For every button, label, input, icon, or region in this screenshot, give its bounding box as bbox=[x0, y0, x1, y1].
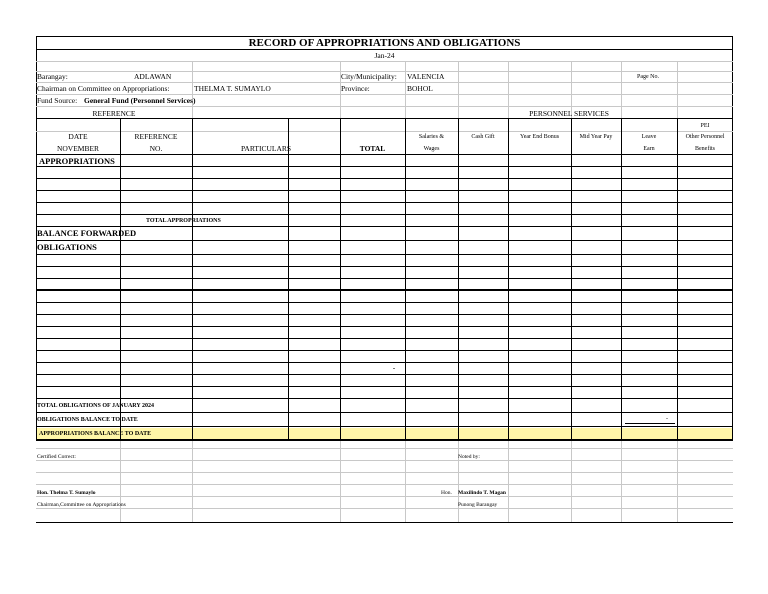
appropriations-section-label: APPROPRIATIONS bbox=[39, 156, 115, 166]
grid-hline bbox=[36, 214, 733, 215]
right-signatory-title: Punong Barangay bbox=[458, 502, 498, 508]
grid-hline bbox=[36, 166, 733, 167]
grid-hline bbox=[36, 82, 733, 83]
appropriations-balance-label: APPROPRIATIONS BALANCE TO DATE bbox=[39, 431, 152, 437]
grid-hline bbox=[36, 386, 733, 387]
grid-hline bbox=[36, 106, 733, 107]
benefits-header: Benefits bbox=[695, 146, 715, 152]
reference-group-header: REFERENCE bbox=[92, 109, 136, 118]
chairman-label: Chairman on Committee on Appropriations: bbox=[37, 84, 170, 93]
total-obligations-label: TOTAL OBLIGATIONS OF JANUARY 2024 bbox=[37, 403, 155, 409]
grid-hline bbox=[36, 472, 733, 473]
balance-forwarded-label: BALANCE FORWARDED bbox=[37, 228, 137, 238]
year-end-bonus-header: Year End Bonus bbox=[519, 134, 560, 140]
grid-hline bbox=[625, 423, 675, 424]
grid-vline bbox=[340, 441, 341, 522]
grid-hline bbox=[36, 314, 733, 315]
leave-column-dash: - bbox=[666, 416, 668, 422]
province-label: Province: bbox=[341, 84, 370, 93]
grid-hline bbox=[36, 190, 733, 191]
grid-hline bbox=[36, 118, 733, 119]
total-column-dash: - bbox=[392, 363, 396, 372]
sheet-period: Jan-24 bbox=[374, 51, 395, 60]
fund-source-label: Fund Source: bbox=[37, 96, 78, 105]
grid-hline bbox=[36, 484, 733, 485]
other-personnel-header: Other Personnel bbox=[685, 134, 725, 140]
total-header: TOTAL bbox=[359, 144, 386, 153]
salaries-header: Salaries & bbox=[418, 134, 445, 140]
city-value: VALENCIA bbox=[407, 72, 445, 81]
barangay-label: Barangay: bbox=[37, 72, 68, 81]
grid-hline bbox=[36, 154, 733, 155]
grid-hline bbox=[36, 374, 733, 375]
barangay-value: ADLAWAN bbox=[134, 72, 172, 81]
grid-hline bbox=[36, 522, 733, 523]
city-label: City/Municipality: bbox=[341, 72, 397, 81]
pei-header: PEI bbox=[700, 123, 710, 129]
date-sub-header: NOVEMBER bbox=[56, 144, 100, 153]
left-signatory-name: Hon. Thelma T. Sumaylo bbox=[37, 490, 96, 496]
leave-sub-header: Earn bbox=[643, 146, 655, 152]
particulars-header: PARTICULARS bbox=[240, 144, 292, 153]
noted-by-label: Noted by: bbox=[458, 454, 480, 460]
date-header: DATE bbox=[68, 132, 88, 141]
appropriations-sheet bbox=[36, 36, 733, 526]
grid-hline bbox=[36, 439, 733, 441]
fund-source-value: General Fund (Personnel Services) bbox=[84, 96, 196, 105]
obligations-section-label: OBLIGATIONS bbox=[37, 242, 97, 252]
grid-vline bbox=[732, 36, 733, 441]
grid-hline bbox=[36, 398, 733, 399]
grid-hline bbox=[36, 61, 733, 62]
total-appropriations-label: TOTAL APPROPRIATIONS bbox=[146, 218, 221, 224]
grid-hline bbox=[36, 202, 733, 203]
grid-hline bbox=[36, 266, 733, 267]
province-value: BOHOL bbox=[407, 84, 433, 93]
grid-vline bbox=[677, 441, 678, 522]
grid-hline bbox=[36, 278, 733, 279]
certified-correct-label: Certified Correct: bbox=[37, 454, 76, 460]
grid-hline bbox=[36, 448, 733, 449]
grid-hline bbox=[36, 338, 733, 339]
personnel-services-header: PERSONNEL SERVICES bbox=[529, 109, 609, 118]
reference-no-header: REFERENCE bbox=[134, 132, 178, 141]
grid-vline bbox=[508, 441, 509, 522]
grid-hline bbox=[36, 326, 733, 327]
leave-header: Leave bbox=[641, 134, 657, 140]
grid-hline bbox=[36, 94, 733, 95]
grid-hline bbox=[36, 289, 733, 291]
chairman-value: THELMA T. SUMAYLO bbox=[194, 84, 271, 93]
reference-no-sub-header: NO. bbox=[149, 144, 163, 153]
salaries-sub-header: Wages bbox=[423, 146, 440, 152]
grid-vline bbox=[192, 441, 193, 522]
grid-hline bbox=[36, 412, 733, 413]
grid-hline bbox=[36, 426, 733, 427]
grid-hline bbox=[36, 302, 733, 303]
grid-hline bbox=[36, 240, 733, 241]
obligations-balance-label: OBLIGATIONS BALANCE TO DATE bbox=[37, 417, 138, 423]
grid-hline bbox=[36, 508, 733, 509]
right-signatory-name: Maxilindo T. Magan bbox=[458, 490, 506, 496]
sheet-title: RECORD OF APPROPRIATIONS AND OBLIGATIONS bbox=[248, 37, 521, 49]
mid-year-pay-header: Mid Year Pay bbox=[579, 134, 613, 140]
grid-vline bbox=[192, 61, 193, 118]
grid-hline bbox=[36, 350, 733, 351]
grid-hline bbox=[36, 254, 733, 255]
grid-vline bbox=[621, 441, 622, 522]
grid-hline bbox=[36, 178, 733, 179]
grid-vline bbox=[120, 441, 121, 522]
grid-hline bbox=[36, 362, 733, 363]
grid-vline bbox=[405, 441, 406, 522]
grid-hline bbox=[36, 496, 733, 497]
grid-vline bbox=[571, 441, 572, 522]
grid-hline bbox=[36, 226, 733, 227]
cash-gift-header: Cash Gift bbox=[471, 134, 495, 140]
left-signatory-title: Chairman,Committee on Appropriations bbox=[37, 502, 126, 508]
right-signatory-prefix: Hon. bbox=[441, 490, 452, 496]
page-no-label: Page No. bbox=[637, 74, 659, 80]
grid-hline bbox=[36, 460, 733, 461]
